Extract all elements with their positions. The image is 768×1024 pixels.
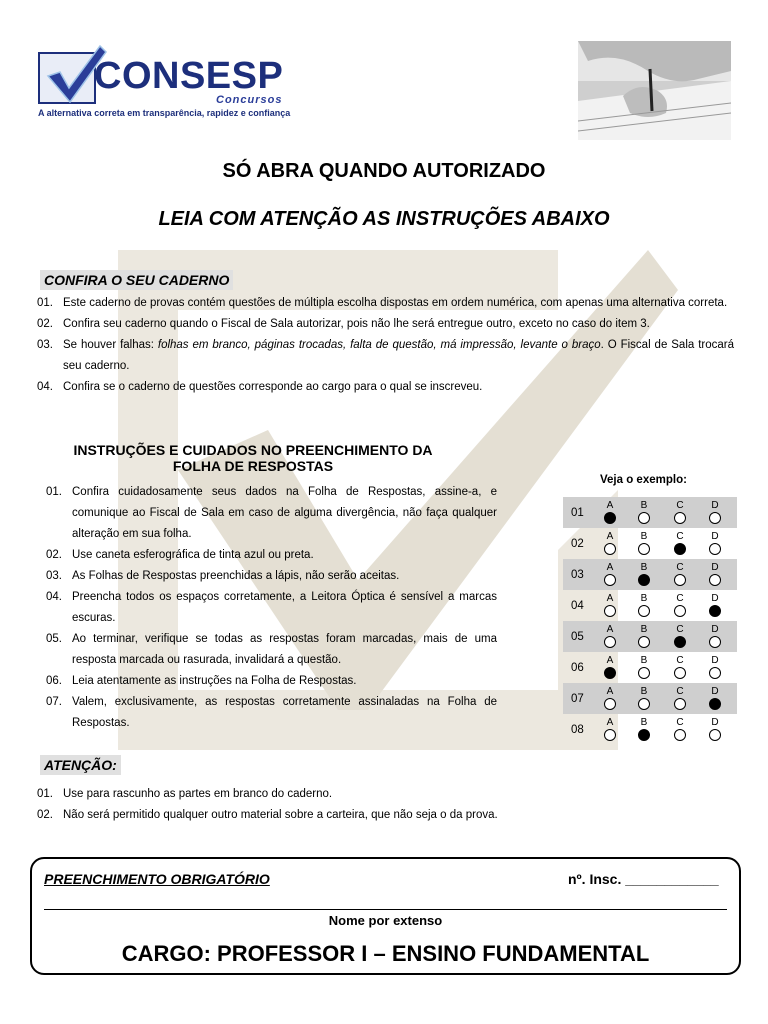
item-number: 04. — [37, 381, 53, 393]
option-letter: B — [640, 655, 648, 666]
example-option — [708, 593, 722, 617]
example-option — [708, 655, 722, 679]
empty-bubble-icon — [604, 543, 616, 555]
item-number: 02. — [37, 318, 53, 330]
option-letter: D — [711, 686, 719, 697]
nome-label: Nome por extenso — [328, 913, 443, 928]
item-number: 03. — [37, 339, 53, 351]
example-option — [637, 500, 651, 524]
consesp-logo — [36, 42, 306, 122]
option-letter: B — [640, 531, 648, 542]
empty-bubble-icon — [638, 512, 650, 524]
example-option — [603, 686, 617, 710]
example-row — [563, 714, 737, 745]
empty-bubble-icon — [604, 698, 616, 710]
example-option — [603, 531, 617, 555]
option-letter: A — [606, 717, 614, 728]
item-number: 01. — [37, 297, 53, 309]
option-letter: D — [711, 593, 719, 604]
example-row-number: 01 — [571, 507, 584, 519]
example-option — [708, 531, 722, 555]
example-option — [708, 624, 722, 648]
example-option — [637, 531, 651, 555]
empty-bubble-icon — [709, 512, 721, 524]
option-letter: C — [676, 531, 684, 542]
empty-bubble-icon — [674, 729, 686, 741]
instrucoes-heading-line2: FOLHA DE RESPOSTAS — [172, 458, 334, 474]
empty-bubble-icon — [674, 698, 686, 710]
list-item — [46, 692, 497, 734]
example-row — [563, 497, 737, 528]
item-number: 06. — [46, 675, 62, 687]
list-item — [46, 629, 497, 671]
empty-bubble-icon — [638, 698, 650, 710]
item-number: 02. — [46, 549, 62, 561]
filled-bubble-icon — [674, 636, 686, 648]
empty-bubble-icon — [604, 636, 616, 648]
example-option — [673, 655, 687, 679]
example-option — [673, 500, 687, 524]
list-item — [46, 587, 497, 629]
item-text: Confira se o caderno de questões corresponde ao cargo para o qual se inscreveu. — [63, 381, 483, 393]
example-row — [563, 559, 737, 590]
instrucoes-heading-line1: INSTRUÇÕES E CUIDADOS NO PREENCHIMENTO DA — [73, 442, 433, 458]
filled-bubble-icon — [674, 543, 686, 555]
empty-bubble-icon — [709, 543, 721, 555]
empty-bubble-icon — [709, 729, 721, 741]
example-option — [673, 562, 687, 586]
list-item — [37, 314, 734, 335]
cargo-title: CARGO: PROFESSOR I – ENSINO FUNDAMENTAL — [121, 941, 650, 966]
item-text: Ao terminar, verifique se todas as respostas foram marcadas, mais de uma resposta marcada ou rasurada, invalidará a questão. — [72, 633, 497, 666]
example-option — [673, 593, 687, 617]
example-option — [637, 655, 651, 679]
empty-bubble-icon — [638, 543, 650, 555]
option-letter: D — [711, 624, 719, 635]
list-item — [46, 566, 497, 587]
option-letter: D — [711, 717, 719, 728]
example-option — [603, 500, 617, 524]
option-letter: A — [606, 655, 614, 666]
empty-bubble-icon — [638, 605, 650, 617]
item-text-lead: Se houver falhas: — [63, 339, 158, 351]
empty-bubble-icon — [604, 729, 616, 741]
example-row-number: 04 — [571, 600, 584, 612]
filled-bubble-icon — [709, 605, 721, 617]
list-item — [46, 482, 497, 545]
example-option — [603, 624, 617, 648]
example-option — [673, 717, 687, 741]
empty-bubble-icon — [674, 574, 686, 586]
option-letter: B — [640, 686, 648, 697]
page-subtitle: LEIA COM ATENÇÃO AS INSTRUÇÕES ABAIXO — [158, 208, 610, 230]
list-item — [37, 784, 734, 805]
option-letter: A — [606, 500, 614, 511]
option-letter: C — [676, 593, 684, 604]
option-letter: D — [711, 500, 719, 511]
list-item — [46, 545, 497, 566]
option-letter: A — [606, 624, 614, 635]
item-number: 04. — [46, 591, 62, 603]
item-text: Use caneta esferográfica de tinta azul ou preta. — [72, 549, 314, 561]
item-text: Confira seu caderno quando o Fiscal de Sala autorizar, pois não lhe será entregue outro, exceto no caso do item 3. — [63, 318, 650, 330]
item-text: Este caderno de provas contém questões de múltipla escolha dispostas em ordem numérica, com apenas uma alternativa correta. — [63, 297, 728, 309]
item-number: 03. — [46, 570, 62, 582]
example-option — [637, 562, 651, 586]
list-item — [37, 805, 734, 826]
empty-bubble-icon — [709, 636, 721, 648]
example-row-number: 05 — [571, 631, 584, 643]
empty-bubble-icon — [604, 574, 616, 586]
photo-image — [578, 41, 731, 140]
item-text — [63, 335, 734, 377]
example-option — [603, 562, 617, 586]
example-option — [603, 593, 617, 617]
item-text: Não será permitido qualquer outro material sobre a carteira, que não seja o da prova. — [63, 809, 498, 821]
example-row-number: 06 — [571, 662, 584, 674]
empty-bubble-icon — [709, 574, 721, 586]
item-text-italic: folhas em branco, páginas trocadas, falta de questão, má impressão, levante o braço — [157, 339, 601, 351]
filled-bubble-icon — [709, 698, 721, 710]
filled-bubble-icon — [604, 512, 616, 524]
inscricao-field[interactable]: nº. Insc. ____________ — [568, 871, 719, 887]
instrucoes-heading — [40, 442, 466, 474]
empty-bubble-icon — [638, 636, 650, 648]
example-option — [708, 562, 722, 586]
item-text: Leia atentamente as instruções na Folha de Respostas. — [72, 675, 357, 687]
example-answer-table — [563, 497, 737, 745]
option-letter: A — [606, 686, 614, 697]
example-option — [673, 624, 687, 648]
option-letter: B — [640, 624, 648, 635]
option-letter: C — [676, 500, 684, 511]
item-text: Use para rascunho as partes em branco do caderno. — [63, 788, 333, 800]
option-letter: C — [676, 717, 684, 728]
nome-line[interactable] — [44, 909, 727, 910]
option-letter: A — [606, 593, 614, 604]
atencao-list — [37, 784, 734, 826]
writing-hand-photo — [578, 41, 731, 140]
option-letter: D — [711, 562, 719, 573]
logo-text: CONSESP — [94, 55, 284, 97]
item-text: Preencha todos os espaços corretamente, a Leitora Óptica é sensível a marcas escuras. — [72, 591, 497, 624]
example-row-number: 03 — [571, 569, 584, 581]
empty-bubble-icon — [674, 512, 686, 524]
filled-bubble-icon — [638, 729, 650, 741]
item-text-tail: . O Fiscal de Sala trocará seu caderno. — [63, 339, 734, 372]
instrucoes-list — [46, 482, 497, 734]
item-number: 01. — [37, 788, 53, 800]
example-row — [563, 621, 737, 652]
confira-list — [37, 293, 734, 398]
option-letter: C — [676, 624, 684, 635]
item-text: Valem, exclusivamente, as respostas corretamente assinaladas na Folha de Respostas. — [72, 696, 497, 729]
atencao-heading: ATENÇÃO: — [40, 755, 121, 775]
list-item — [37, 335, 734, 377]
item-text: As Folhas de Respostas preenchidas a lápis, não serão aceitas. — [72, 570, 400, 582]
filled-bubble-icon — [638, 574, 650, 586]
logo-subtitle: Concursos — [216, 94, 283, 106]
confira-heading: CONFIRA O SEU CADERNO — [40, 270, 233, 290]
preenchimento-box — [30, 857, 741, 975]
example-row-number: 02 — [571, 538, 584, 550]
page-title: SÓ ABRA QUANDO AUTORIZADO — [222, 160, 546, 182]
filled-bubble-icon — [604, 667, 616, 679]
preenchimento-heading: PREENCHIMENTO OBRIGATÓRIO — [44, 871, 270, 887]
item-number: 02. — [37, 809, 53, 821]
option-letter: D — [711, 531, 719, 542]
item-number: 07. — [46, 696, 62, 708]
example-option — [603, 655, 617, 679]
example-option — [673, 686, 687, 710]
item-text: Confira cuidadosamente seus dados na Folha de Respostas, assine-a, e comunique ao Fiscal de Sala em caso de alguma divergência, não faça qualquer alteração em sua folha. — [72, 486, 497, 540]
item-number: 01. — [46, 486, 62, 498]
example-option — [603, 717, 617, 741]
option-letter: A — [606, 531, 614, 542]
option-letter: A — [606, 562, 614, 573]
list-item — [37, 293, 734, 314]
example-option — [637, 593, 651, 617]
option-letter: B — [640, 500, 648, 511]
example-option — [673, 531, 687, 555]
example-title: Veja o exemplo: — [600, 474, 687, 486]
option-letter: D — [711, 655, 719, 666]
example-row — [563, 590, 737, 621]
item-number: 05. — [46, 633, 62, 645]
example-row-number: 07 — [571, 693, 584, 705]
empty-bubble-icon — [674, 667, 686, 679]
option-letter: C — [676, 686, 684, 697]
option-letter: C — [676, 655, 684, 666]
example-row — [563, 652, 737, 683]
example-option — [637, 686, 651, 710]
option-letter: B — [640, 593, 648, 604]
empty-bubble-icon — [638, 667, 650, 679]
example-option — [637, 717, 651, 741]
empty-bubble-icon — [709, 667, 721, 679]
example-option — [708, 500, 722, 524]
option-letter: C — [676, 562, 684, 573]
option-letter: B — [640, 562, 648, 573]
example-option — [637, 624, 651, 648]
empty-bubble-icon — [674, 605, 686, 617]
example-row — [563, 683, 737, 714]
list-item — [37, 377, 734, 398]
example-option — [708, 717, 722, 741]
empty-bubble-icon — [604, 605, 616, 617]
option-letter: B — [640, 717, 648, 728]
example-option — [708, 686, 722, 710]
example-row-number: 08 — [571, 724, 584, 736]
logo-tagline: A alternativa correta em transparência, rapidez e confiança — [38, 108, 291, 118]
example-row — [563, 528, 737, 559]
list-item — [46, 671, 497, 692]
